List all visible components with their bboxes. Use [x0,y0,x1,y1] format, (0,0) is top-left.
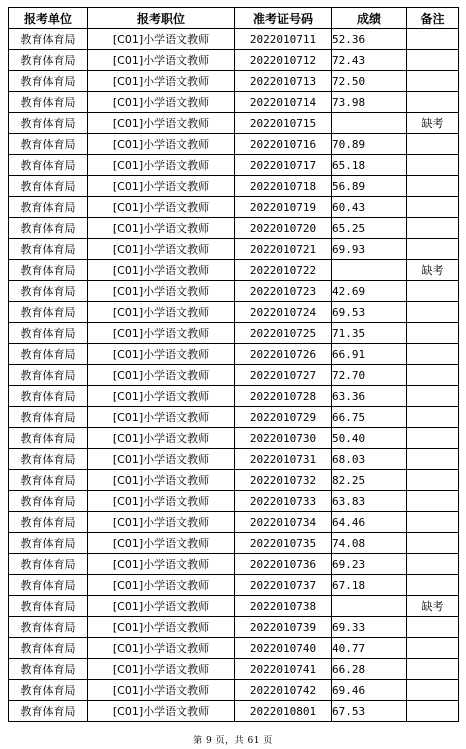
cell-score: 73.98 [332,92,407,113]
table-row [9,407,459,428]
cell-position: [C01]小学语文教师 [88,134,235,155]
cell-note [407,323,459,344]
cell-note [407,239,459,260]
cell-note [407,554,459,575]
table-row [9,533,459,554]
cell-position: [C01]小学语文教师 [88,512,235,533]
cell-score: 71.35 [332,323,407,344]
table-row [9,260,459,281]
cell-position: [C01]小学语文教师 [88,575,235,596]
cell-score: 56.89 [332,176,407,197]
cell-unit: 教育体育局 [9,134,88,155]
cell-note [407,428,459,449]
cell-note [407,701,459,722]
cell-position: [C01]小学语文教师 [88,680,235,701]
cell-position: [C01]小学语文教师 [88,323,235,344]
table-row [9,218,459,239]
cell-ticket-number: 2022010742 [235,680,332,701]
table-row [9,491,459,512]
cell-position: [C01]小学语文教师 [88,218,235,239]
cell-position: [C01]小学语文教师 [88,659,235,680]
cell-position: [C01]小学语文教师 [88,29,235,50]
cell-note [407,134,459,155]
cell-note [407,92,459,113]
table-row [9,680,459,701]
cell-ticket-number: 2022010726 [235,344,332,365]
cell-score [332,596,407,617]
score-table [8,7,459,722]
cell-score: 63.83 [332,491,407,512]
table-row [9,596,459,617]
cell-note [407,71,459,92]
cell-unit: 教育体育局 [9,50,88,71]
cell-ticket-number: 2022010711 [235,29,332,50]
cell-ticket-number: 2022010737 [235,575,332,596]
cell-unit: 教育体育局 [9,491,88,512]
cell-unit: 教育体育局 [9,176,88,197]
cell-note [407,638,459,659]
table-row [9,617,459,638]
table-row [9,659,459,680]
cell-ticket-number: 2022010741 [235,659,332,680]
cell-position: [C01]小学语文教师 [88,176,235,197]
cell-ticket-number: 2022010801 [235,701,332,722]
cell-position: [C01]小学语文教师 [88,197,235,218]
table-row [9,554,459,575]
cell-ticket-number: 2022010716 [235,134,332,155]
cell-position: [C01]小学语文教师 [88,71,235,92]
cell-unit: 教育体育局 [9,323,88,344]
cell-score: 66.28 [332,659,407,680]
cell-position: [C01]小学语文教师 [88,491,235,512]
table-row [9,344,459,365]
cell-score: 52.36 [332,29,407,50]
cell-ticket-number: 2022010721 [235,239,332,260]
cell-unit: 教育体育局 [9,29,88,50]
cell-score: 70.89 [332,134,407,155]
cell-score: 72.50 [332,71,407,92]
table-row [9,92,459,113]
table-row [9,281,459,302]
cell-note [407,365,459,386]
cell-unit: 教育体育局 [9,554,88,575]
cell-position: [C01]小学语文教师 [88,365,235,386]
table-row [9,428,459,449]
cell-position: [C01]小学语文教师 [88,407,235,428]
cell-ticket-number: 2022010734 [235,512,332,533]
table-row [9,29,459,50]
cell-unit: 教育体育局 [9,512,88,533]
cell-unit: 教育体育局 [9,155,88,176]
cell-unit: 教育体育局 [9,239,88,260]
cell-ticket-number: 2022010714 [235,92,332,113]
cell-ticket-number: 2022010728 [235,386,332,407]
cell-unit: 教育体育局 [9,428,88,449]
cell-position: [C01]小学语文教师 [88,260,235,281]
cell-note [407,176,459,197]
cell-ticket-number: 2022010717 [235,155,332,176]
table-row [9,638,459,659]
cell-unit: 教育体育局 [9,533,88,554]
cell-score: 69.93 [332,239,407,260]
cell-score [332,260,407,281]
table-row [9,512,459,533]
cell-note [407,617,459,638]
cell-position: [C01]小学语文教师 [88,92,235,113]
cell-unit: 教育体育局 [9,260,88,281]
cell-note [407,29,459,50]
cell-unit: 教育体育局 [9,596,88,617]
cell-note [407,512,459,533]
cell-score: 65.25 [332,218,407,239]
cell-unit: 教育体育局 [9,659,88,680]
cell-position: [C01]小学语文教师 [88,239,235,260]
cell-note: 缺考 [407,260,459,281]
cell-position: [C01]小学语文教师 [88,113,235,134]
cell-position: [C01]小学语文教师 [88,596,235,617]
cell-ticket-number: 2022010738 [235,596,332,617]
cell-score: 72.70 [332,365,407,386]
cell-score: 72.43 [332,50,407,71]
cell-score [332,113,407,134]
cell-ticket-number: 2022010731 [235,449,332,470]
cell-unit: 教育体育局 [9,218,88,239]
cell-position: [C01]小学语文教师 [88,155,235,176]
cell-unit: 教育体育局 [9,71,88,92]
cell-position: [C01]小学语文教师 [88,638,235,659]
cell-score: 69.33 [332,617,407,638]
cell-unit: 教育体育局 [9,617,88,638]
cell-unit: 教育体育局 [9,113,88,134]
cell-unit: 教育体育局 [9,638,88,659]
cell-unit: 教育体育局 [9,197,88,218]
cell-note [407,155,459,176]
cell-note [407,491,459,512]
cell-unit: 教育体育局 [9,449,88,470]
page-footer: 第 9 页，共 61 页 [193,736,273,746]
header-position: 报考职位 [88,8,235,29]
table-row [9,386,459,407]
cell-note: 缺考 [407,596,459,617]
table-row [9,155,459,176]
cell-ticket-number: 2022010740 [235,638,332,659]
cell-unit: 教育体育局 [9,92,88,113]
cell-score: 69.53 [332,302,407,323]
cell-position: [C01]小学语文教师 [88,281,235,302]
cell-ticket-number: 2022010730 [235,428,332,449]
cell-ticket-number: 2022010725 [235,323,332,344]
cell-score: 67.18 [332,575,407,596]
cell-unit: 教育体育局 [9,386,88,407]
cell-ticket-number: 2022010722 [235,260,332,281]
cell-ticket-number: 2022010713 [235,71,332,92]
cell-ticket-number: 2022010712 [235,50,332,71]
cell-ticket-number: 2022010719 [235,197,332,218]
cell-ticket-number: 2022010736 [235,554,332,575]
cell-position: [C01]小学语文教师 [88,50,235,71]
cell-ticket-number: 2022010720 [235,218,332,239]
cell-score: 50.40 [332,428,407,449]
cell-ticket-number: 2022010723 [235,281,332,302]
cell-position: [C01]小学语文教师 [88,533,235,554]
cell-note: 缺考 [407,113,459,134]
table-row [9,113,459,134]
cell-note [407,680,459,701]
cell-score: 68.03 [332,449,407,470]
cell-note [407,575,459,596]
cell-score: 40.77 [332,638,407,659]
cell-ticket-number: 2022010732 [235,470,332,491]
cell-note [407,218,459,239]
cell-ticket-number: 2022010718 [235,176,332,197]
cell-ticket-number: 2022010739 [235,617,332,638]
cell-score: 63.36 [332,386,407,407]
header-note: 备注 [407,8,459,29]
cell-note [407,533,459,554]
table-row [9,176,459,197]
cell-note [407,302,459,323]
cell-score: 60.43 [332,197,407,218]
cell-unit: 教育体育局 [9,281,88,302]
cell-position: [C01]小学语文教师 [88,302,235,323]
cell-note [407,407,459,428]
cell-ticket-number: 2022010724 [235,302,332,323]
cell-unit: 教育体育局 [9,344,88,365]
cell-score: 69.23 [332,554,407,575]
table-row [9,71,459,92]
cell-note [407,281,459,302]
cell-unit: 教育体育局 [9,470,88,491]
table-row [9,701,459,722]
table-row [9,323,459,344]
cell-note [407,659,459,680]
cell-score: 74.08 [332,533,407,554]
cell-ticket-number: 2022010715 [235,113,332,134]
cell-note [407,449,459,470]
cell-score: 67.53 [332,701,407,722]
cell-note [407,197,459,218]
table-row [9,575,459,596]
header-unit: 报考单位 [9,8,88,29]
table-row [9,197,459,218]
cell-unit: 教育体育局 [9,680,88,701]
cell-note [407,470,459,491]
cell-score: 66.91 [332,344,407,365]
table-header-row [9,8,459,29]
cell-unit: 教育体育局 [9,302,88,323]
cell-ticket-number: 2022010729 [235,407,332,428]
cell-ticket-number: 2022010727 [235,365,332,386]
table-row [9,50,459,71]
cell-position: [C01]小学语文教师 [88,470,235,491]
cell-score: 66.75 [332,407,407,428]
cell-position: [C01]小学语文教师 [88,617,235,638]
table-row [9,134,459,155]
table-row [9,365,459,386]
table-row [9,239,459,260]
cell-unit: 教育体育局 [9,575,88,596]
table-row [9,449,459,470]
cell-score: 64.46 [332,512,407,533]
cell-position: [C01]小学语文教师 [88,428,235,449]
header-score: 成绩 [332,8,407,29]
cell-position: [C01]小学语文教师 [88,449,235,470]
cell-ticket-number: 2022010735 [235,533,332,554]
cell-unit: 教育体育局 [9,407,88,428]
cell-ticket-number: 2022010733 [235,491,332,512]
cell-note [407,50,459,71]
table-row [9,470,459,491]
cell-position: [C01]小学语文教师 [88,386,235,407]
table-body [9,29,459,722]
cell-score: 65.18 [332,155,407,176]
cell-score: 42.69 [332,281,407,302]
cell-unit: 教育体育局 [9,701,88,722]
cell-position: [C01]小学语文教师 [88,344,235,365]
cell-position: [C01]小学语文教师 [88,701,235,722]
cell-position: [C01]小学语文教师 [88,554,235,575]
cell-score: 69.46 [332,680,407,701]
cell-unit: 教育体育局 [9,365,88,386]
header-ticket-number: 准考证号码 [235,8,332,29]
cell-note [407,386,459,407]
table-row [9,302,459,323]
cell-score: 82.25 [332,470,407,491]
cell-note [407,344,459,365]
